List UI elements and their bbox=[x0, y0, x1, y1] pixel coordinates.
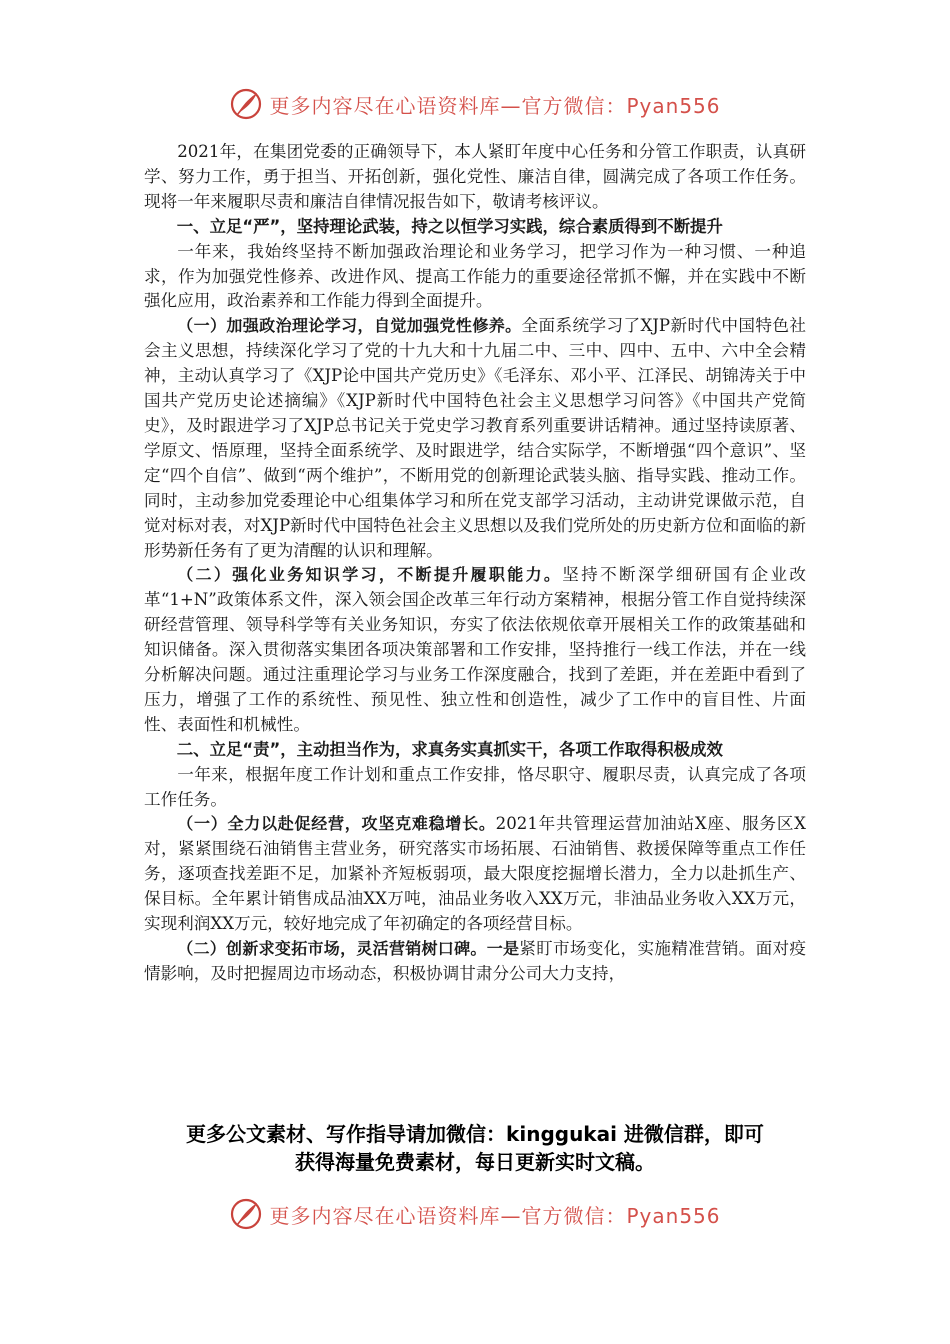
section1-intro: 一年来，我始终坚持不断加强政治理论和业务学习，把学习作为一种习惯、一种追求，作为加强党性修养、改进作风、提高工作能力的重要途径常抓不懈，并在实践中不断强化应用，政治素养和工作能力得到全面提升。 bbox=[144, 241, 806, 311]
section1-item2-body: 坚持不断深学细研国有企业改革“1+N”政策体系文件，深入领会国企改革三年行动方案精神，根据分管工作自觉持续深研经营管理、领导科学等有关业务知识，夯实了依法依规依章开展相关工作的政策基础和知识储备。深入贯彻落实集团各项决策部署和工作安排，坚持推行一线工作法，并在一线分析解决问题。通过注重理论学习与业务工作深度融合，找到了差距，并在差距中看到了压力，增强了工作的系统性、预见性、独立性和创造性，减少了工作中的盲目性、片面性、表面性和机械性。 bbox=[144, 565, 806, 734]
header-banner bbox=[0, 82, 950, 126]
section1-item2 bbox=[144, 563, 806, 737]
banner-slogan: 更多内容尽在心语资料库—官方微信： bbox=[269, 93, 627, 118]
section2-item1-body: 2021年共管理运营加油站X座、服务区X对，紧紧围绕石油销售主营业务，研究落实市场拓展、石油销售、救援保障等重点工作任务，逐项查找差距不足，加紧补齐短板弱项，最大限度挖掘增长潜力，全力以赴抓生产、保目标。全年累计销售成品油XX万吨，油品业务收入XX万元，非油品业务收入XX万元，实现利润XX万元，较好地完成了年初确定的各项经营目标。 bbox=[144, 814, 806, 934]
promo-line-1: 更多公文素材、写作指导请加微信：kinggukai 进微信群，即可 bbox=[186, 1122, 764, 1146]
section2-item2-lead: 一是 bbox=[486, 939, 520, 958]
section2-heading: 二、立足“责”，主动担当作为，求真务实真抓实干，各项工作取得积极成效 bbox=[176, 739, 723, 759]
section2-item2 bbox=[144, 937, 806, 987]
section2-item1 bbox=[144, 812, 806, 937]
document-body bbox=[144, 140, 806, 987]
banner-wechat-id: Pyan556 bbox=[626, 93, 721, 118]
footer-banner-wechat-id: Pyan556 bbox=[626, 1203, 721, 1228]
promo-line-2: 获得海量免费素材，每日更新实时文稿。 bbox=[295, 1150, 655, 1174]
feather-pen-logo-icon bbox=[229, 1197, 263, 1231]
section1-item1-body: 全面系统学习了XJP新时代中国特色社会主义思想，持续深化学习了党的十九大和十九届二中、三中、四中、五中、六中全会精神，主动认真学习了《XJP论中国共产党历史》《毛泽东、邓小平、江泽民、胡锦涛关于中国共产党历史论述摘编》《XJP新时代中国特色社会主义思想学习问答》《中国共产党简史》，及时跟进学习了XJP总书记关于党史学习教育系列重要讲话精神。通过坚持读原著、学原文、悟原理，坚持全面系统学、及时跟进学，结合实际学，不断增强“四个意识”、坚定“四个自信”、做到“两个维护”，不断用党的创新理论武装头脑、指导实践、推动工作。同时，主动参加党委理论中心组集体学习和所在党支部学习活动，主动讲党课做示范，自觉对标对表，对XJP新时代中国特色社会主义思想以及我们党所处的历史新方位和面临的新形势新任务有了更为清醒的认识和理解。 bbox=[144, 316, 806, 560]
section2-item1-title: （一）全力以赴促经营，攻坚克难稳增长。 bbox=[177, 814, 496, 834]
section2-intro: 一年来，根据年度工作计划和重点工作安排，恪尽职守、履职尽责，认真完成了各项工作任务。 bbox=[144, 764, 806, 809]
footer-banner-text bbox=[269, 1200, 720, 1229]
promo-notice bbox=[120, 1120, 830, 1176]
footer-banner-slogan: 更多内容尽在心语资料库—官方微信： bbox=[269, 1203, 627, 1228]
section1-item1-title: （一）加强政治理论学习，自觉加强党性修养。 bbox=[177, 316, 522, 336]
footer-banner bbox=[0, 1192, 950, 1236]
section1-heading: 一、立足“严”，坚持理论武装，持之以恒学习实践，综合素质得到不断提升 bbox=[176, 216, 723, 236]
intro-paragraph: 2021年，在集团党委的正确领导下，本人紧盯年度中心任务和分管工作职责，认真研学、努力工作，勇于担当、开拓创新，强化党性、廉洁自律，圆满完成了各项工作任务。现将一年来履职尽责和廉洁自律情况报告如下，敬请考核评议。 bbox=[144, 142, 806, 211]
section2-item2-body: 紧盯市场变化，实施精准营销。面对疫情影响，及时把握周边市场动态，积极协调甘肃分公司大力支持， bbox=[144, 939, 806, 983]
section1-item1 bbox=[144, 314, 806, 563]
feather-pen-logo-icon bbox=[229, 87, 263, 121]
header-banner-text bbox=[269, 90, 720, 119]
section1-item2-title: （二）强化业务知识学习，不断提升履职能力。 bbox=[177, 565, 563, 585]
section2-item2-title: （二）创新求变拓市场，灵活营销树口碑。 bbox=[177, 939, 487, 958]
